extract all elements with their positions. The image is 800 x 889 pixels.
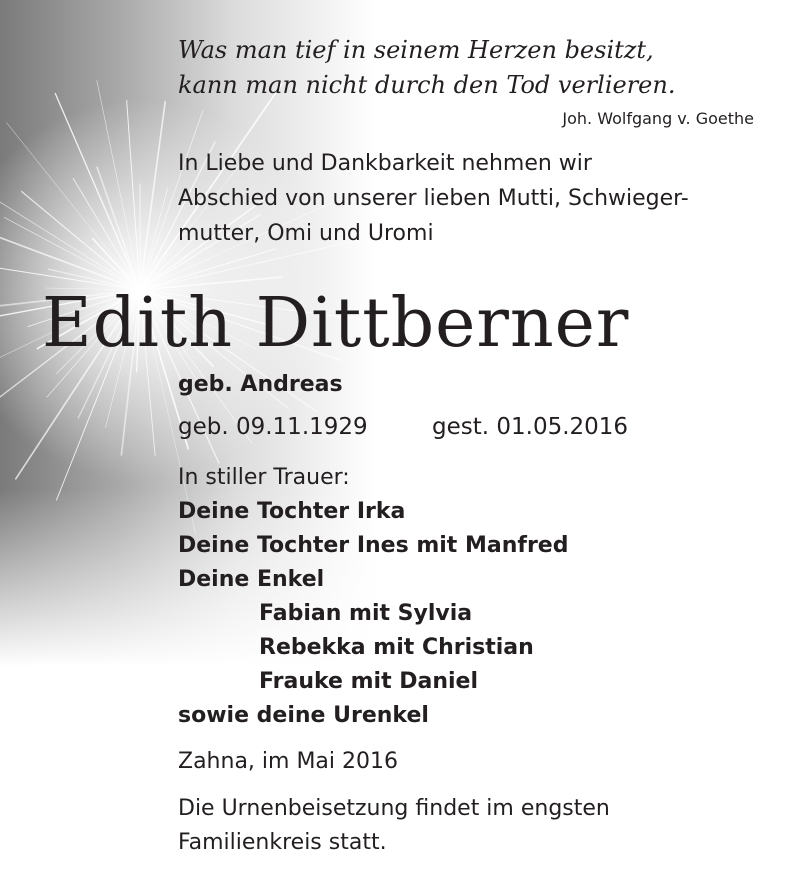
mourner-entry: Deine Tochter Irka <box>178 499 406 524</box>
intro-line-3: mutter, Omi und Uromi <box>178 221 434 246</box>
quote-author: Joh. Wolfgang v. Goethe <box>562 109 754 128</box>
grandchild-entry: Rebekka mit Christian <box>259 635 534 660</box>
burial-note-line-1: Die Urnenbeisetzung findet im engsten <box>178 796 610 821</box>
maiden-name: geb. Andreas <box>178 372 343 397</box>
mourner-entry: Deine Tochter Ines mit Manfred <box>178 533 569 558</box>
mourner-entry: Deine Enkel <box>178 567 325 592</box>
place-date: Zahna, im Mai 2016 <box>178 749 398 774</box>
quote-line-2: kann man nicht durch den Tod verlieren. <box>178 71 676 99</box>
intro-line-1: In Liebe und Dankbarkeit nehmen wir <box>178 151 592 176</box>
intro-line-2: Abschied von unserer lieben Mutti, Schwieger- <box>178 186 689 211</box>
mourners-heading: In stiller Trauer: <box>178 465 350 490</box>
deceased-name: Edith Dittberner <box>42 284 630 363</box>
quote-line-1: Was man tief in seinem Herzen besitzt, <box>178 36 654 64</box>
death-date: gest. 01.05.2016 <box>432 414 629 440</box>
burial-note-line-2: Familienkreis statt. <box>178 830 387 855</box>
grandchild-entry: Fabian mit Sylvia <box>259 601 473 626</box>
grandchild-entry: Frauke mit Daniel <box>259 669 479 694</box>
birth-date: geb. 09.11.1929 <box>178 414 368 440</box>
great-grandchildren-entry: sowie deine Urenkel <box>178 703 429 728</box>
